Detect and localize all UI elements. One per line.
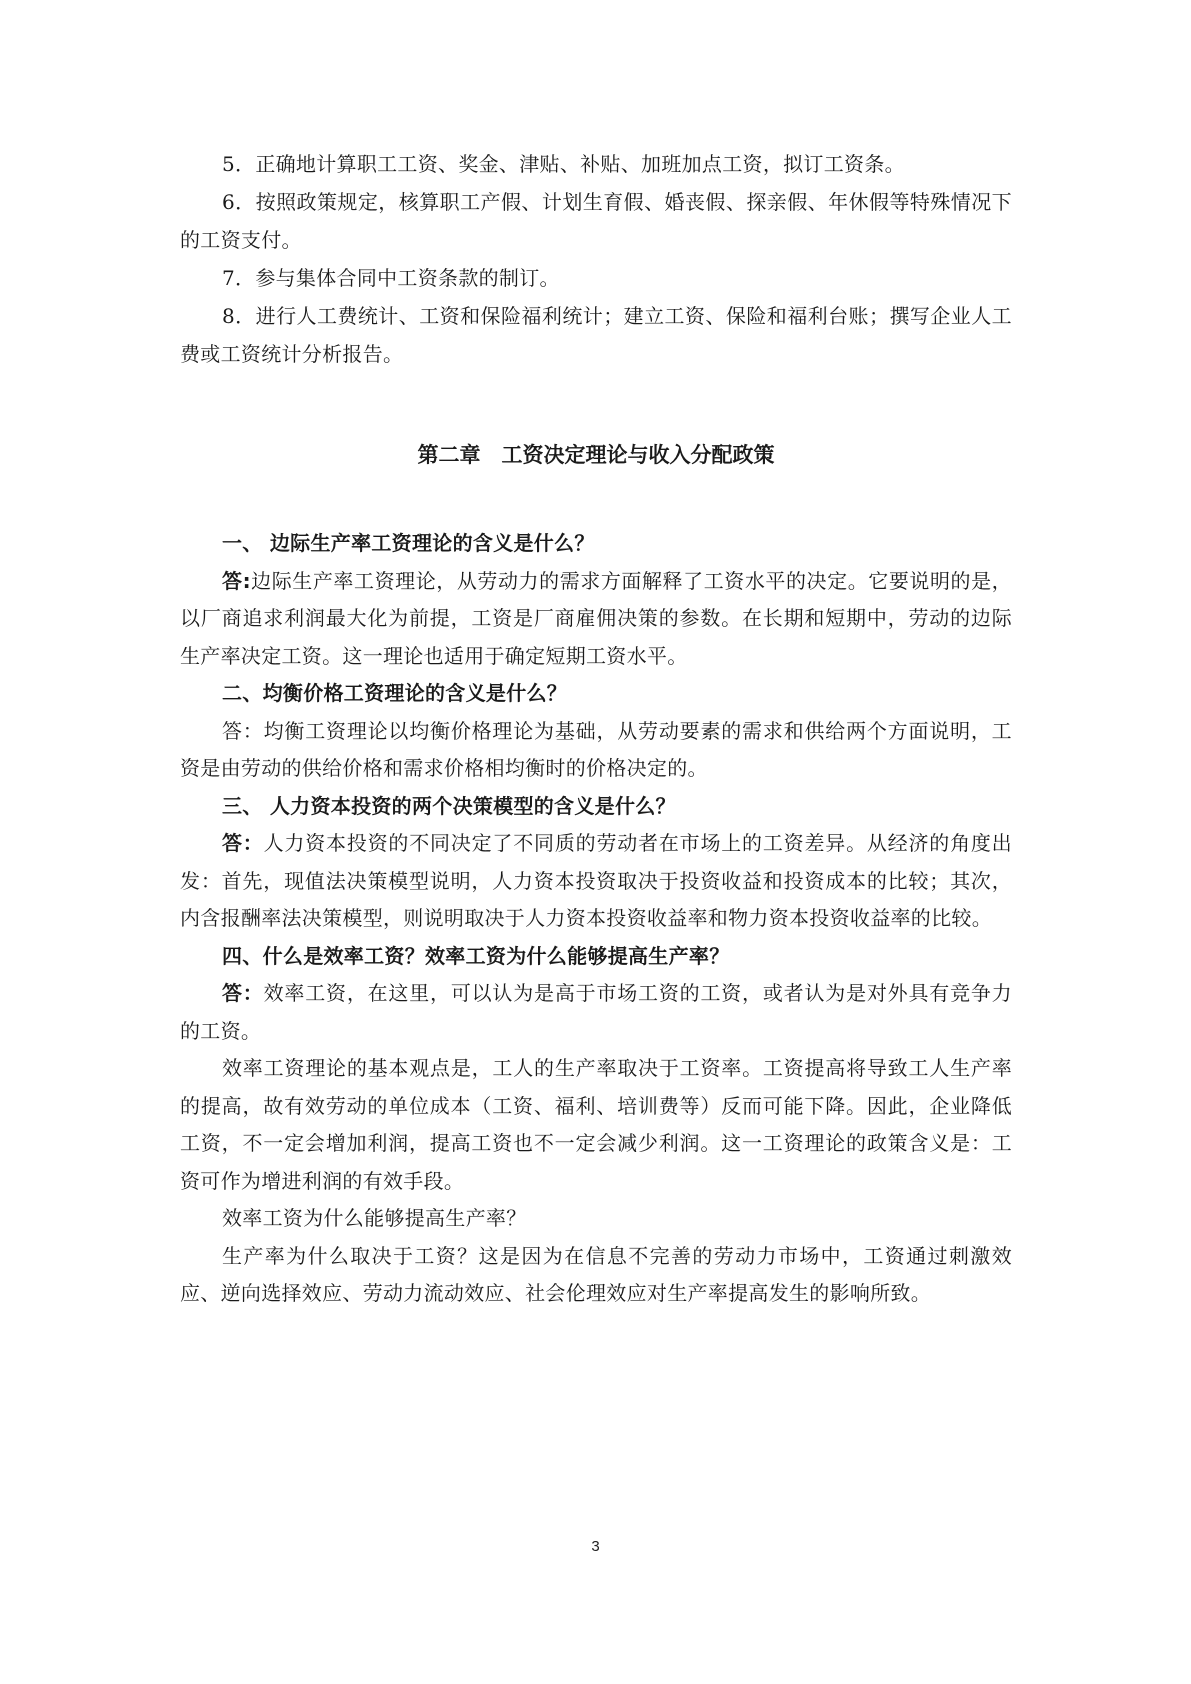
- list-item-8: 8．进行人工费统计、工资和保险福利统计；建立工资、保险和福利台账；撰写企业人工费或工资统计分析报告。: [180, 304, 1012, 366]
- question-2: 二、均衡价格工资理论的含义是什么？: [222, 681, 568, 705]
- page-number: 3: [591, 1538, 600, 1555]
- question-1: 一、 边际生产率工资理论的含义是什么？: [222, 531, 595, 555]
- answer-4-paragraph-4: 生产率为什么取决于工资？这是因为在信息不完善的劳动力市场中，工资通过刺激效应、逆向选择效应、劳动力流动效应、社会伦理效应对生产率提高发生的影响所致。: [180, 1243, 1012, 1305]
- chapter-title: 第二章 工资决定理论与收入分配政策: [417, 443, 775, 467]
- answer-text: 效率工资，在这里，可以认为是高于市场工资的工资，或者认为是对外具有竞争力的工资。: [180, 981, 1012, 1043]
- answer-text: 均衡工资理论以均衡价格理论为基础，从劳动要素的需求和供给两个方面说明，工资是由劳动的供给价格和需求价格相均衡时的价格决定的。: [180, 718, 1012, 780]
- list-item-6: 6．按照政策规定，核算职工产假、计划生育假、婚丧假、探亲假、年休假等特殊情况下的工资支付。: [180, 190, 1012, 252]
- answer-2: [180, 713, 1012, 788]
- question-4: 四、什么是效率工资？效率工资为什么能够提高生产率？: [222, 943, 730, 968]
- answer-label: 答：: [222, 981, 264, 1005]
- answer-4-paragraph-3: 效率工资为什么能够提高生产率？: [222, 1206, 527, 1230]
- answer-3: [180, 825, 1012, 938]
- answer-label: 答：: [222, 831, 264, 855]
- answer-label: 答:: [222, 568, 251, 593]
- answer-1: [180, 563, 1012, 676]
- document-page: [180, 145, 1012, 1313]
- answer-text: 人力资本投资的不同决定了不同质的劳动者在市场上的工资差异。从经济的角度出发：首先，现值法决策模型说明，人力资本投资取决于投资收益和投资成本的比较；其次，内含报酬率法决策模型，则说明取决于人力资本投资收益率和物力资本投资收益率的比较。: [180, 831, 1012, 930]
- answer-text: 边际生产率工资理论，从劳动力的需求方面解释了工资水平的决定。它要说明的是，以厂商追求利润最大化为前提，工资是厂商雇佣决策的参数。在长期和短期中，劳动的边际生产率决定工资。这一理论也适用于确定短期工资水平。: [180, 568, 1012, 668]
- list-item-5: 5．正确地计算职工工资、奖金、津贴、补贴、加班加点工资，拟订工资条。: [222, 152, 905, 176]
- answer-label: 答：: [222, 718, 264, 743]
- answer-4: [180, 975, 1012, 1050]
- qa-section: [180, 525, 1012, 1313]
- question-3: 三、 人力资本投资的两个决策模型的含义是什么？: [222, 793, 676, 818]
- answer-4-paragraph-2: 效率工资理论的基本观点是，工人的生产率取决于工资率。工资提高将导致工人生产率的提高，故有效劳动的单位成本（工资、福利、培训费等）反而可能下降。因此，企业降低工资，不一定会增加利润，提高工资也不一定会减少利润。这一工资理论的政策含义是：工资可作为增进利润的有效手段。: [180, 1056, 1012, 1193]
- duty-list: [180, 145, 1012, 373]
- list-item-7: 7．参与集体合同中工资条款的制订。: [222, 266, 560, 290]
